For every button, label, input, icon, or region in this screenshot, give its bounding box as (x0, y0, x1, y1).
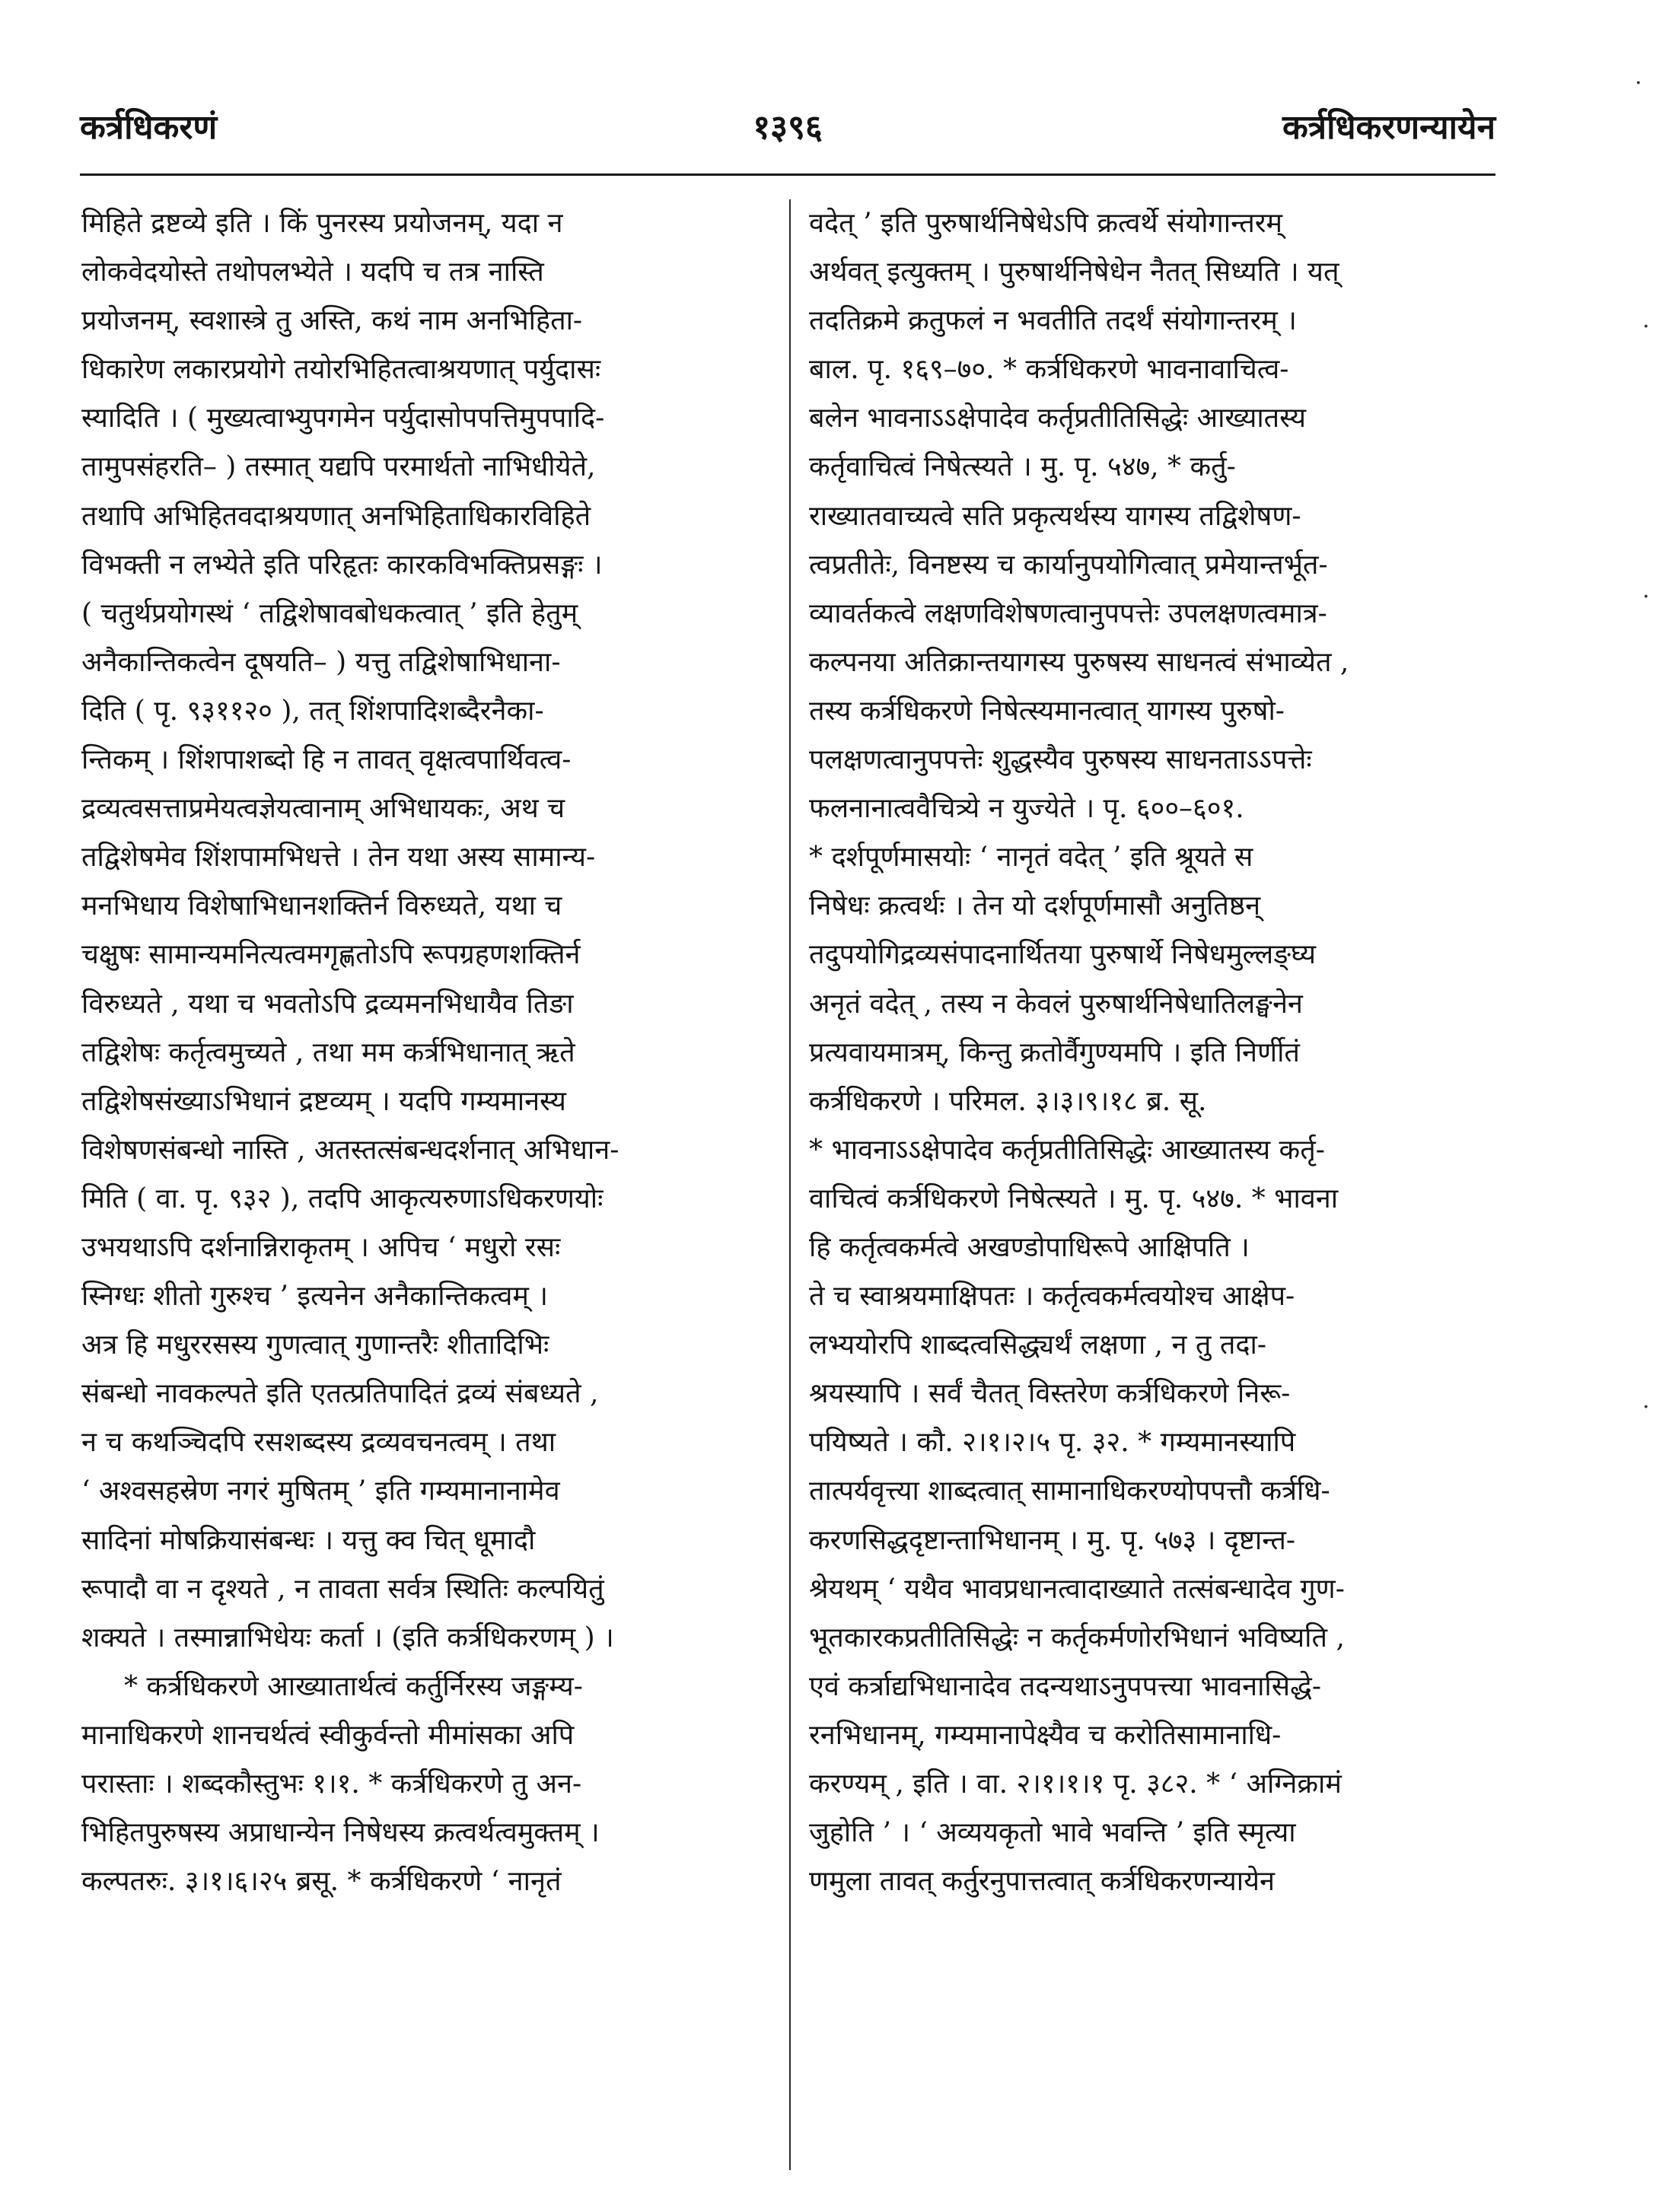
text-line: करणसिद्धदृष्टान्ताभिधानम् । मु. पृ. ५७३ । दृष्टान्त- (809, 1524, 1296, 1556)
text-line: प्रत्यवायमात्रम्, किन्तु क्रतोर्वैगुण्यमपि । इति निर्णीतं (809, 1036, 1300, 1068)
margin-speck: · (1635, 70, 1642, 97)
text-line: णमुला तावत् कर्तुरनुपात्तत्वात् कर्त्रधिकरणन्यायेन (809, 1866, 1275, 1898)
text-line: तद्विशेषः कर्तृत्वमुच्यते , तथा मम कर्त्रभिधानात् ऋते (81, 1036, 575, 1068)
text-line: * भावनाऽऽक्षेपादेव कर्तृप्रतीतिसिद्धेः आख्यातस्य कर्तृ- (809, 1134, 1325, 1166)
text-line: लभ्ययोरपि शाब्दत्वसिद्ध्यर्थं लक्षणा , न तु तदा- (809, 1329, 1267, 1361)
text-line: मिति ( वा. पृ. ९३२ ), तदपि आकृत्यरुणाऽधिकरणयोः (81, 1182, 604, 1214)
text-line: कर्त्रधिकरणे । परिमल. ३।३।९।१८ ब्र. सू. (809, 1085, 1207, 1117)
text-line: करण्यम् , इति । वा. २।१।१।१ पृ. ३८२. * ‘ अग्निक्रामं (809, 1768, 1342, 1800)
text-line: तद्विशेषमेव शिंशपामभिधत्ते । तेन यथा अस्य सामान्य- (81, 842, 596, 874)
text-line: मानाधिकरणे शानचर्थत्वं स्वीकुर्वन्तो मीमांसका अपि (81, 1719, 575, 1751)
margin-speck: · (1642, 1394, 1650, 1421)
text-line: फलनानात्ववैचित्र्ये न युज्येते । पृ. ६००–६०१. (809, 793, 1244, 825)
text-line: विभक्ती न लभ्येते इति परिहृतः कारकविभक्तिप्रसङ्गः । (81, 549, 603, 581)
running-head-right: कर्त्रधिकरणन्यायेन (1282, 108, 1495, 147)
text-line: ते च स्वाश्रयमाक्षिपतः । कर्तृत्वकर्मत्वयोश्च आक्षेप- (809, 1281, 1295, 1313)
text-line: न च कथञ्चिदपि रसशब्दस्य द्रव्यवचनत्वम् । तथा (81, 1427, 556, 1459)
text-line: चक्षुषः सामान्यमनित्यत्वमगृह्णतोऽपि रूपग्रहणशक्तिर्न (81, 939, 581, 971)
margin-speck: · (1642, 313, 1650, 340)
text-line: * कर्त्रधिकरणे आख्यातार्थत्वं कर्तुर्निरस्य जङ्गम्य- (124, 1670, 583, 1702)
text-line: अनृतं वदेत् , तस्य न केवलं पुरुषार्थनिषेधातिलङ्घनेन (809, 988, 1303, 1020)
text-line: निषेधः क्रत्वर्थः । तेन यो दर्शपूर्णमासौ अनुतिष्ठन् (809, 890, 1261, 922)
text-line: व्यावर्तकत्वे लक्षणविशेषणत्वानुपपत्तेः उपलक्षणत्वमात्र- (809, 597, 1327, 629)
text-line: बाल. पृ. १६९–७०. * कर्त्रधिकरणे भावनावाचित्व- (809, 354, 1289, 386)
text-line: ( चतुर्थप्रयोगस्थं ‘ तद्विशेषावबोधकत्वात् ’ इति हेतुम् (81, 597, 578, 629)
page-number: १३९६ (753, 108, 823, 147)
text-line: अनैकान्तिकत्वेन दूषयति– ) यत्तु तद्विशेषाभिधाना- (81, 646, 561, 678)
text-line: रूपादौ वा न दृश्यते , न तावता सर्वत्र स्थितिः कल्पयितुं (81, 1573, 604, 1605)
text-line: द्रव्यत्वसत्ताप्रमेयत्वज्ञेयत्वानाम् अभिधायकः, अथ च (81, 793, 565, 825)
text-line: धिकारेण लकारप्रयोगे तयोरभिहितत्वाश्रयणात् पर्युदासः (81, 354, 601, 386)
text-line: तात्पर्यवृत्त्या शाब्दत्वात् सामानाधिकरण्योपपत्तौ कर्त्रधि- (809, 1475, 1330, 1507)
text-line: मिहिते द्रष्टव्ये इति । किं पुनरस्य प्रयोजनम्, यदा न (81, 208, 563, 239)
left-column (81, 199, 770, 2178)
text-line: स्निग्धः शीतो गुरुश्च ’ इत्यनेन अनैकान्तिकत्वम् । (81, 1281, 549, 1313)
text-line: अत्र हि मधुररसस्य गुणत्वात् गुणान्तरैः शीतादिभिः (81, 1329, 549, 1361)
running-head-left: कर्त्रधिकरणं (80, 108, 218, 147)
text-line: तदुपयोगिद्रव्यसंपादनार्थितया पुरुषार्थे निषेधमुल्लङ्घ्य (809, 939, 1316, 971)
text-line: जुहोति ’ । ‘ अव्ययकृतो भावे भवन्ति ’ इति स्मृत्या (809, 1817, 1296, 1849)
right-column (809, 199, 1498, 2178)
text-line: हि कर्तृत्वकर्मत्वे अखण्डोपाधिरूपे आक्षिपति । (809, 1231, 1250, 1263)
text-line: भूतकारकप्रतीतिसिद्धेः न कर्तृकर्मणोरभिधानं भविष्यति , (809, 1622, 1345, 1653)
text-line: राख्यातवाच्यत्वे सति प्रकृत्यर्थस्य यागस्य तद्विशेषण- (809, 500, 1301, 532)
text-line: न्तिकम् । शिंशपाशब्दो हि न तावत् वृक्षत्वपार्थिवत्व- (81, 744, 572, 776)
text-line: विशेषणसंबन्धो नास्ति , अतस्तत्संबन्धदर्शनात् अभिधान- (81, 1134, 620, 1166)
text-line: श्रेयथम् ‘ यथैव भावप्रधानत्वादाख्याते तत्संबन्धादेव गुण- (809, 1573, 1345, 1605)
text-line: त्वप्रतीतेः, विनष्टस्य च कार्यानुपयोगित्वात् प्रमेयान्तर्भूत- (809, 549, 1328, 581)
text-line: तामुपसंहरति– ) तस्मात् यद्यपि परमार्थतो नाभिधीयेते, (81, 451, 596, 483)
text-line: तथापि अभिहितवदाश्रयणात् अनभिहिताधिकारविहिते (81, 500, 591, 532)
text-line: पयिष्यते । कौ. २।१।२।५ पृ. ३२. * गम्यमानस्यापि (809, 1427, 1296, 1459)
text-line: कर्तृवाचित्वं निषेत्स्यते । मु. पृ. ५४७, * कर्तु- (809, 451, 1236, 483)
text-line: तदतिक्रमे क्रतुफलं न भवतीति तदर्थं संयोगान्तरम् । (809, 305, 1297, 337)
text-line: कल्पनया अतिक्रान्तयागस्य पुरुषस्य साधनत्वं संभाव्येत , (809, 646, 1349, 678)
margin-speck: · (1642, 584, 1650, 610)
text-line: अर्थवत् इत्युक्तम् । पुरुषार्थनिषेधेन नैतत् सिध्यति । यत् (809, 256, 1339, 288)
text-line: परास्ताः । शब्दकौस्तुभः १।१. * कर्त्रधिकरणे तु अन- (81, 1768, 582, 1800)
text-line: * दर्शपूर्णमासयोः ‘ नानृतं वदेत् ’ इति श्रूयते स (809, 842, 1253, 874)
running-head (80, 91, 1495, 160)
text-line: पलक्षणत्वानुपपत्तेः शुद्धस्यैव पुरुषस्य साधनताऽऽपत्तेः (809, 744, 1312, 776)
text-line: प्रयोजनम्, स्वशास्त्रे तु अस्ति, कथं नाम अनभिहिता- (81, 305, 583, 337)
text-line: लोकवेदयोस्ते तथोपलभ्येते । यदपि च तत्र नास्ति (81, 256, 544, 288)
text-line: संबन्धो नावकल्पते इति एतत्प्रतिपादितं द्रव्यं संबध्यते , (81, 1378, 599, 1410)
text-line: स्यादिति । ( मुख्यत्वाभ्युपगमेन पर्युदासोपपत्तिमुपपादि- (81, 403, 605, 434)
text-line: उभयथाऽपि दर्शनान्निराकृतम् । अपिच ‘ मधुरो रसः (81, 1231, 561, 1263)
text-line: दिति ( पृ. ९३११२० ), तत् शिंशपादिशब्दैरनैका- (81, 695, 544, 727)
text-line: बलेन भावनाऽऽक्षेपादेव कर्तृप्रतीतिसिद्धेः आख्यातस्य (809, 403, 1307, 434)
text-line: एवं कर्त्राद्यभिधानादेव तदन्यथाऽनुपपत्त्या भावनासिद्धे- (809, 1670, 1322, 1702)
text-line: तस्य कर्त्रधिकरणे निषेत्स्यमानत्वात् यागस्य पुरुषो- (809, 695, 1285, 727)
text-line: तद्विशेषसंख्याऽभिधानं द्रष्टव्यम् । यदपि गम्यमानस्य (81, 1085, 566, 1117)
text-line: कल्पतरुः. ३।१।६।२५ ब्रसू. * कर्त्रधिकरणे ‘ नानृतं (81, 1866, 562, 1898)
text-line: ‘ अश्वसहस्रेण नगरं मुषितम् ’ इति गम्यमानानामेव (81, 1475, 560, 1507)
text-line: मनभिधाय विशेषाभिधानशक्तिर्न विरुध्यते, यथा च (81, 890, 562, 922)
text-line: विरुध्यते , यथा च भवतोऽपि द्रव्यमनभिधायैव तिङा (81, 988, 574, 1020)
column-divider (789, 199, 791, 2170)
text-line: भिहितपुरुषस्य अप्राधान्येन निषेधस्य क्रत्वर्थत्वमुक्तम् । (81, 1817, 600, 1849)
text-line: रनभिधानम्, गम्यमानापेक्ष्यैव च करोतिसामानाधि- (809, 1719, 1282, 1751)
text-line: श्रयस्यापि । सर्वं चैतत् विस्तरेण कर्त्रधिकरणे निरू- (809, 1378, 1291, 1410)
text-line: सादिनां मोषक्रियासंबन्धः । यत्तु क्व चित् धूमादौ (81, 1524, 536, 1556)
text-line: वाचित्वं कर्त्रधिकरणे निषेत्स्यते । मु. पृ. ५४७. * भावना (809, 1182, 1339, 1214)
text-line: शक्यते । तस्मान्नाभिधेयः कर्ता । (इति कर्त्रधिकरणम् ) । (81, 1622, 614, 1653)
header-rule (80, 173, 1495, 176)
text-line: वदेत् ’ इति पुरुषार्थनिषेधेऽपि क्रत्वर्थे संयोगान्तरम् (809, 208, 1282, 239)
